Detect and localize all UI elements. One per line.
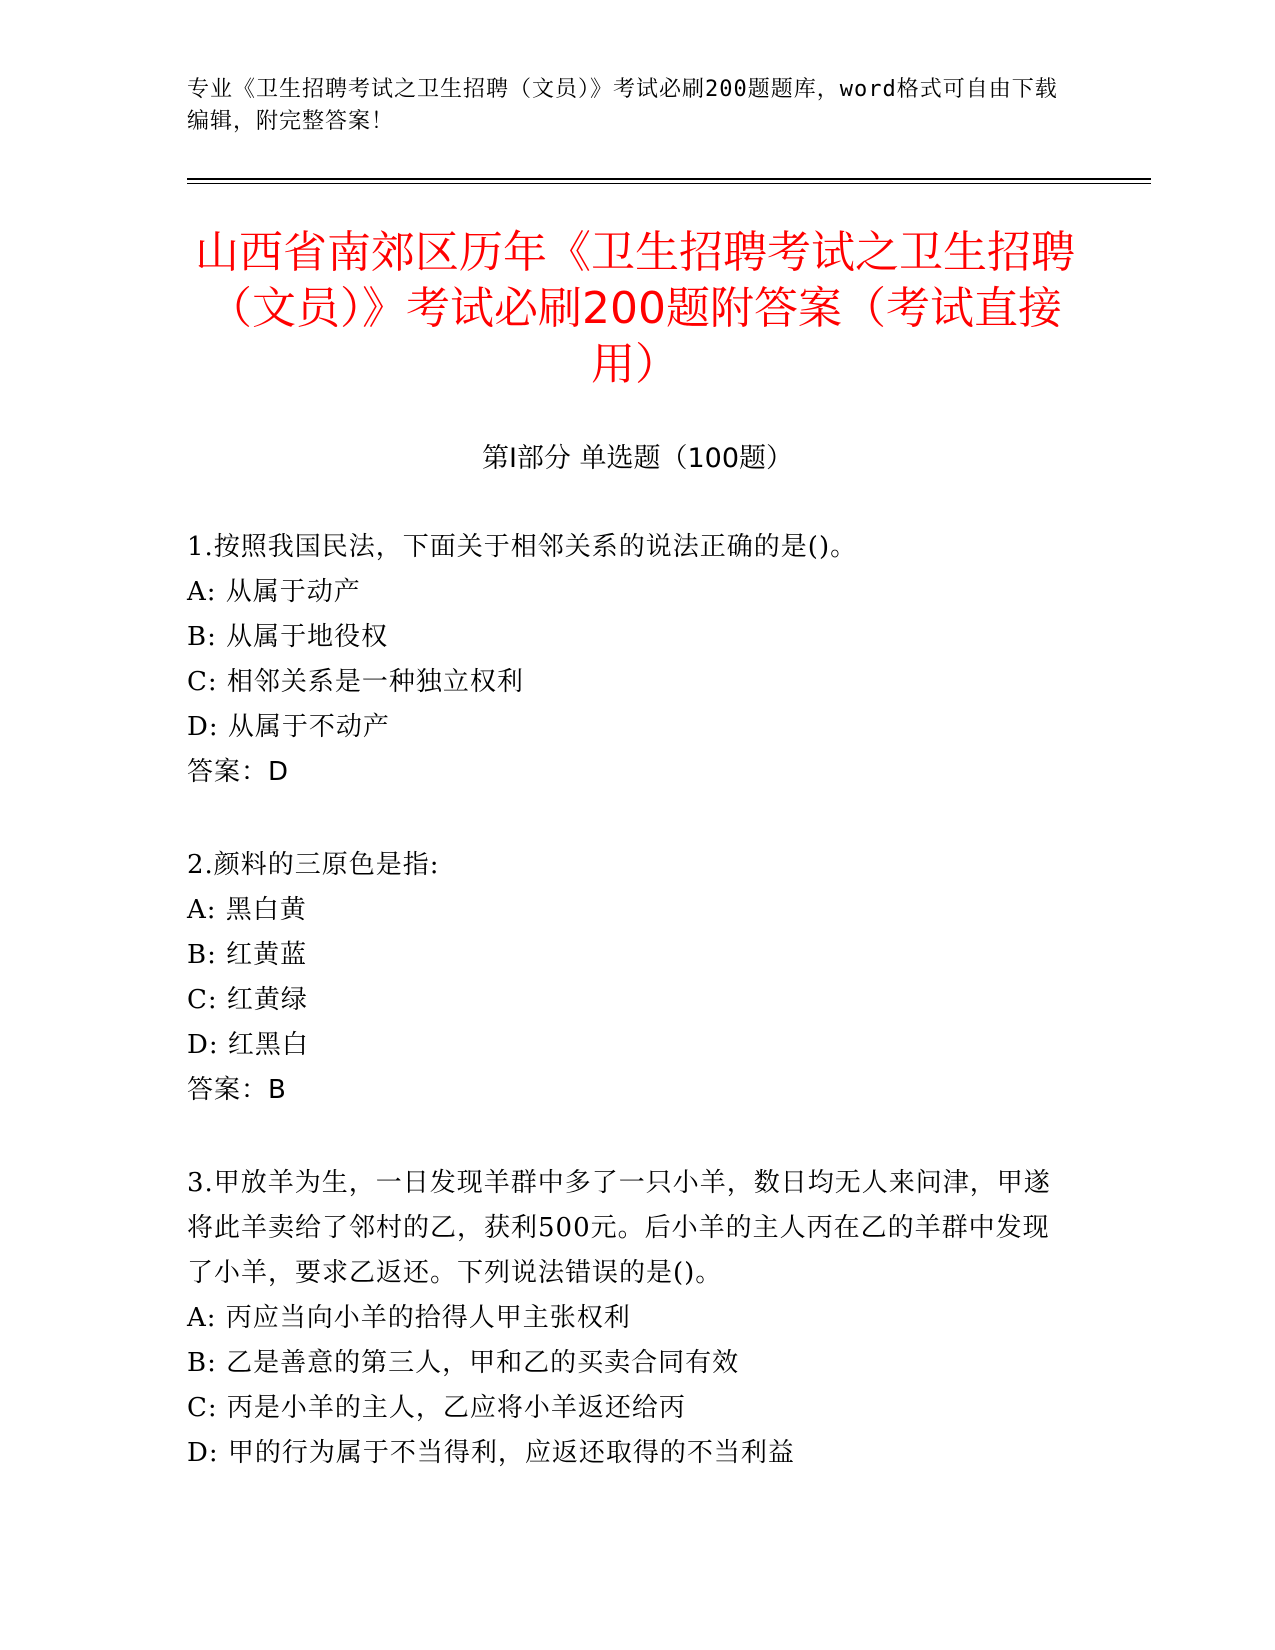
header-divider-thin xyxy=(187,183,1151,184)
option-d: D: 红黑白 xyxy=(187,1030,309,1060)
question-3 xyxy=(187,1161,1067,1476)
answer: 答案：D xyxy=(187,757,290,787)
option-d: D: 甲的行为属于不当得利，应返还取得的不当利益 xyxy=(187,1438,795,1468)
option-a: A: 丙应当向小羊的拾得人甲主张权利 xyxy=(187,1303,631,1333)
option-b: B: 乙是善意的第三人，甲和乙的买卖合同有效 xyxy=(187,1348,740,1378)
section-title: 第Ⅰ部分 单选题（100题） xyxy=(481,443,794,474)
question-2 xyxy=(187,843,1067,1113)
question-stem: 2.颜料的三原色是指: xyxy=(187,850,440,880)
option-c: C: 丙是小羊的主人，乙应将小羊返还给丙 xyxy=(187,1393,686,1423)
header-divider-thick xyxy=(187,178,1151,180)
option-b: B: 从属于地役权 xyxy=(187,622,389,652)
option-b: B: 红黄蓝 xyxy=(187,940,308,970)
answer: 答案：B xyxy=(187,1075,287,1105)
option-c: C: 红黄绿 xyxy=(187,985,308,1015)
option-a: A: 从属于动产 xyxy=(187,577,361,607)
question-1 xyxy=(187,525,1067,795)
question-stem: 1.按照我国民法，下面关于相邻关系的说法正确的是()。 xyxy=(187,532,858,562)
option-d: D: 从属于不动产 xyxy=(187,712,390,742)
header-note: 专业《卫生招聘考试之卫生招聘（文员）》考试必刷200题题库，word格式可自由下载编辑，附完整答案！ xyxy=(187,77,1058,134)
document-title: 山西省南郊区历年《卫生招聘考试之卫生招聘（文员）》考试必刷200题附答案（考试直接用） xyxy=(195,227,1075,390)
question-stem: 3.甲放羊为生，一日发现羊群中多了一只小羊，数日均无人来问津，甲遂将此羊卖给了邻村的乙，获利500元。后小羊的主人丙在乙的羊群中发现了小羊，要求乙返还。下列说法错误的是()。 xyxy=(187,1168,1051,1288)
option-a: A: 黑白黄 xyxy=(187,895,307,925)
option-c: C: 相邻关系是一种独立权利 xyxy=(187,667,524,697)
